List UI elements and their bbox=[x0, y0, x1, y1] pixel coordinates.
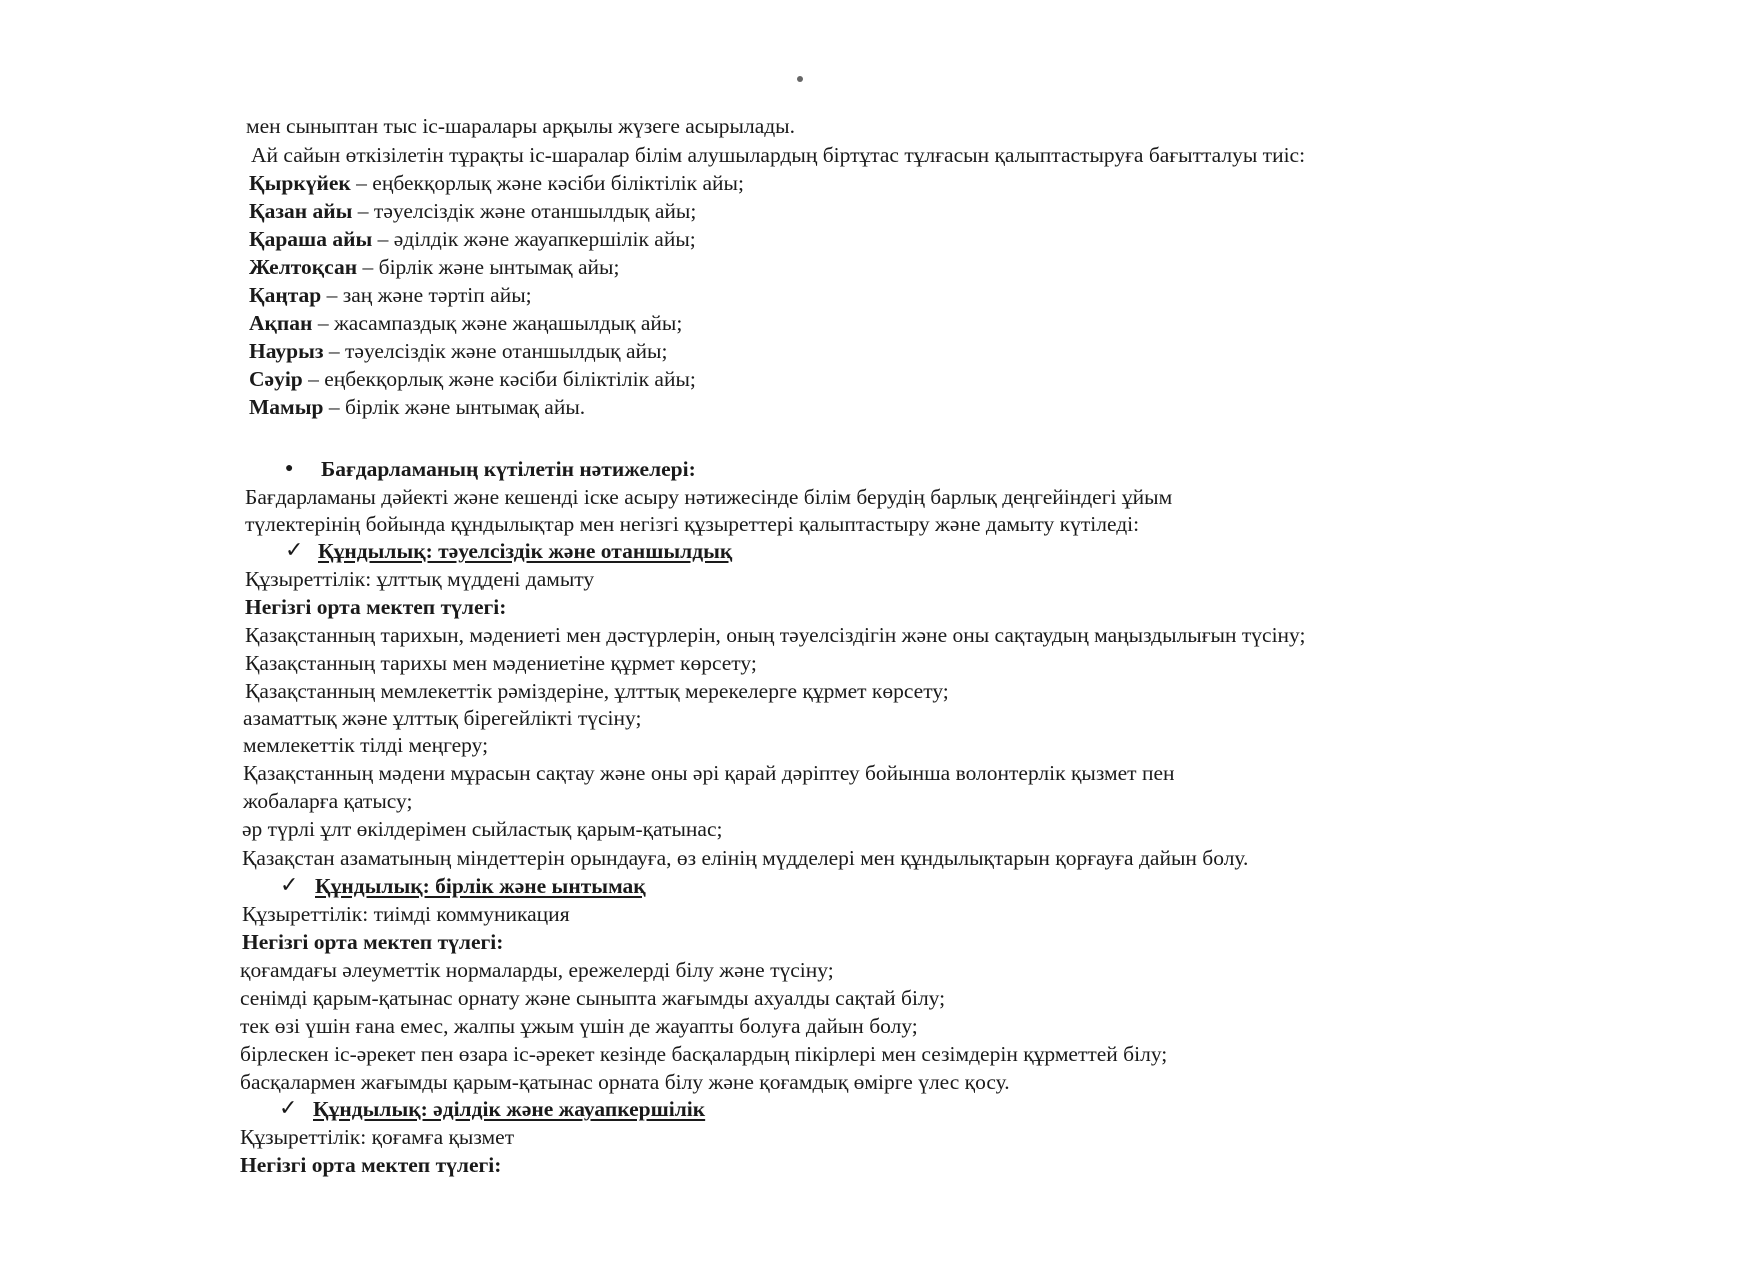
month-text: – еңбекқорлық және кәсіби біліктілік айы; bbox=[350, 171, 744, 195]
month-text: – бірлік және ынтымақ айы; bbox=[357, 255, 620, 279]
month-item bbox=[249, 170, 744, 196]
section1-graduate-heading: Негізгі орта мектеп түлегі: bbox=[245, 595, 507, 619]
month-item bbox=[249, 366, 696, 392]
section3-value-heading: Құндылық: әділдік және жауапкершілік bbox=[313, 1097, 706, 1121]
section1-item: Қазақстанның тарихын, мәдениеті мен дәстүрлерін, оның тәуелсіздігін және оны сақтаудың маңыздылығын түсіну; bbox=[245, 623, 1306, 647]
month-item bbox=[249, 254, 619, 280]
month-text: – бірлік және ынтымақ айы. bbox=[323, 395, 586, 419]
section2-item: қоғамдағы әлеуметтік нормаларды, ережелерді білу және түсіну; bbox=[240, 958, 834, 982]
checkmark-icon: ✓ bbox=[279, 1096, 298, 1121]
month-name: Қараша айы bbox=[249, 227, 373, 251]
section1-item: Қазақстанның мәдени мұрасын сақтау және оны әрі қарай дәріптеу бойынша волонтерлік қызмет пен bbox=[243, 761, 1175, 785]
section1-item: жобаларға қатысу; bbox=[243, 789, 413, 813]
section2-item: басқалармен жағымды қарым-қатынас орната білу және қоғамдық өмірге үлес қосу. bbox=[240, 1070, 1010, 1094]
scan-speck bbox=[797, 76, 803, 82]
results-line-2: түлектерінің бойында құндылықтар мен негізгі құзыреттері қалыптастыру және дамыту күтіледі: bbox=[245, 512, 1140, 536]
section2-item: бірлескен іс-әрекет пен өзара іс-әрекет кезінде басқалардың пікірлері мен сезімдерін құрметтей білу; bbox=[240, 1042, 1168, 1066]
section2-item: тек өзі үшін ғана емес, жалпы ұжым үшін де жауапты болуға дайын болу; bbox=[240, 1014, 918, 1038]
month-name: Ақпан bbox=[249, 311, 313, 335]
intro-line-1: мен сыныптан тыс іс-шаралары арқылы жүзеге асырылады. bbox=[246, 114, 795, 138]
month-name: Мамыр bbox=[249, 395, 324, 419]
month-item bbox=[249, 226, 696, 252]
section1-item: Қазақстан азаматының міндеттерін орындауға, өз елінің мүдделері мен құндылықтарын қорғауға дайын болу. bbox=[242, 846, 1249, 870]
month-item bbox=[249, 310, 682, 336]
month-text: – заң және тәртіп айы; bbox=[321, 283, 532, 307]
month-item bbox=[249, 394, 585, 420]
section1-item: мемлекеттік тілді меңгеру; bbox=[243, 733, 489, 757]
month-name: Қаңтар bbox=[249, 283, 322, 307]
section3-competence: Құзыреттілік: қоғамға қызмет bbox=[240, 1125, 515, 1149]
month-name: Желтоқсан bbox=[249, 255, 358, 279]
section2-graduate-heading: Негізгі орта мектеп түлегі: bbox=[242, 930, 504, 954]
month-text: – тәуелсіздік және отаншылдық айы; bbox=[323, 339, 668, 363]
checkmark-icon: ✓ bbox=[285, 538, 304, 563]
section2-competence: Құзыреттілік: тиімді коммуникация bbox=[242, 902, 570, 926]
month-name: Наурыз bbox=[249, 339, 324, 363]
section1-item: әр түрлі ұлт өкілдерімен сыйластық қарым-қатынас; bbox=[242, 817, 723, 841]
month-text: – еңбекқорлық және кәсіби біліктілік айы; bbox=[302, 367, 696, 391]
month-name: Қазан айы bbox=[249, 199, 353, 223]
section2-item: сенімді қарым-қатынас орнату және сыныпта жағымды ахуалды сақтай білу; bbox=[240, 986, 946, 1010]
section1-item: Қазақстанның мемлекеттік рәміздеріне, ұлттық мерекелерге құрмет көрсету; bbox=[245, 679, 949, 703]
section3-graduate-heading: Негізгі орта мектеп түлегі: bbox=[240, 1153, 502, 1177]
month-name: Сәуір bbox=[249, 367, 303, 391]
month-text: – тәуелсіздік және отаншылдық айы; bbox=[352, 199, 697, 223]
checkmark-icon: ✓ bbox=[280, 873, 299, 898]
section2-value-heading: Құндылық: бірлік және ынтымақ bbox=[315, 874, 646, 898]
month-item bbox=[249, 198, 696, 224]
section1-competence: Құзыреттілік: ұлттық мүддені дамыту bbox=[245, 567, 595, 591]
month-item bbox=[249, 282, 532, 308]
bullet-icon: ● bbox=[285, 461, 294, 476]
section1-value-heading: Құндылық: тәуелсіздік және отаншылдық bbox=[318, 539, 733, 563]
month-text: – жасампаздық және жаңашылдық айы; bbox=[312, 311, 683, 335]
section1-item: азаматтық және ұлттық бірегейлікті түсіну; bbox=[243, 706, 642, 730]
month-name: Қыркүйек bbox=[249, 171, 351, 195]
month-text: – әділдік және жауапкершілік айы; bbox=[372, 227, 696, 251]
month-item bbox=[249, 338, 667, 364]
section1-item: Қазақстанның тарихы мен мәдениетіне құрмет көрсету; bbox=[245, 651, 757, 675]
results-line-1: Бағдарламаны дәйекті және кешенді іске асыру нәтижесінде білім берудің барлық деңгейіндегі ұйым bbox=[245, 485, 1173, 509]
intro-line-2: Ай сайын өткізілетін тұрақты іс-шаралар білім алушылардың біртұтас тұлғасын қалыптастыруға бағытталуы тиіс: bbox=[251, 143, 1306, 167]
results-heading: Бағдарламаның күтілетін нәтижелері: bbox=[321, 457, 696, 481]
